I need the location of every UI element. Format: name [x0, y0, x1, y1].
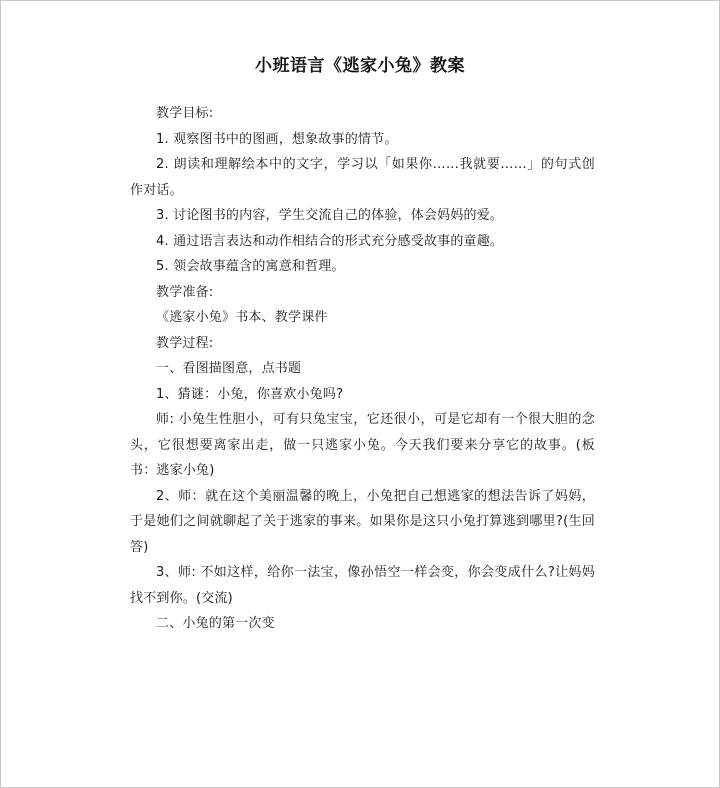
- heading-teaching-preparation: 教学准备:: [156, 284, 214, 300]
- goal-item-3: 3. 讨论图书的内容，学生交流自己的体验，体会妈妈的爱。: [156, 208, 504, 223]
- process-section-2: 二、小兔的第一次变: [156, 616, 275, 631]
- goal-item-1: 1. 观察图书中的图画，想象故事的情节。: [156, 131, 398, 147]
- process-step-3: 3、师: 不如这样，给你一法宝，像孙悟空一样会变，你会变成什么?让妈妈找不到你。(交流): [130, 565, 595, 606]
- heading-teaching-goals: 教学目标:: [156, 106, 214, 121]
- process-section-1: 一、看图描图意，点书题: [156, 361, 302, 376]
- goal-item-5: 5. 领会故事蕴含的寓意和哲理。: [156, 259, 345, 274]
- document-body: [130, 101, 595, 637]
- process-step-1: 1、猜谜：小兔，你喜欢小兔吗?: [156, 386, 344, 402]
- document-title: 小班语言《逃家小兔》教案: [255, 56, 465, 76]
- process-teacher-speech-1: 师: 小兔生性胆小，可有只兔宝宝，它还很小，可是它却有一个很大胆的念头，它很想要离家出走，做一只逃家小兔。今天我们要来分享它的故事。(板书：逃家小兔): [130, 412, 595, 478]
- goal-item-4: 4. 通过语言表达和动作相结合的形式充分感受故事的童趣。: [156, 233, 504, 249]
- preparation-materials: 《逃家小兔》书本、教学课件: [156, 310, 328, 325]
- heading-teaching-process: 教学过程:: [156, 335, 214, 351]
- goal-item-2: 2. 朗读和理解绘本中的文字，学习以「如果你……我就要……」的句式创作对话。: [130, 157, 595, 198]
- process-step-2: 2、师：就在这个美丽温馨的晚上，小兔把自己想逃家的想法告诉了妈妈，于是她们之间就聊起了关于逃家的事来。如果你是这只小兔打算逃到哪里?(生回答): [130, 488, 595, 555]
